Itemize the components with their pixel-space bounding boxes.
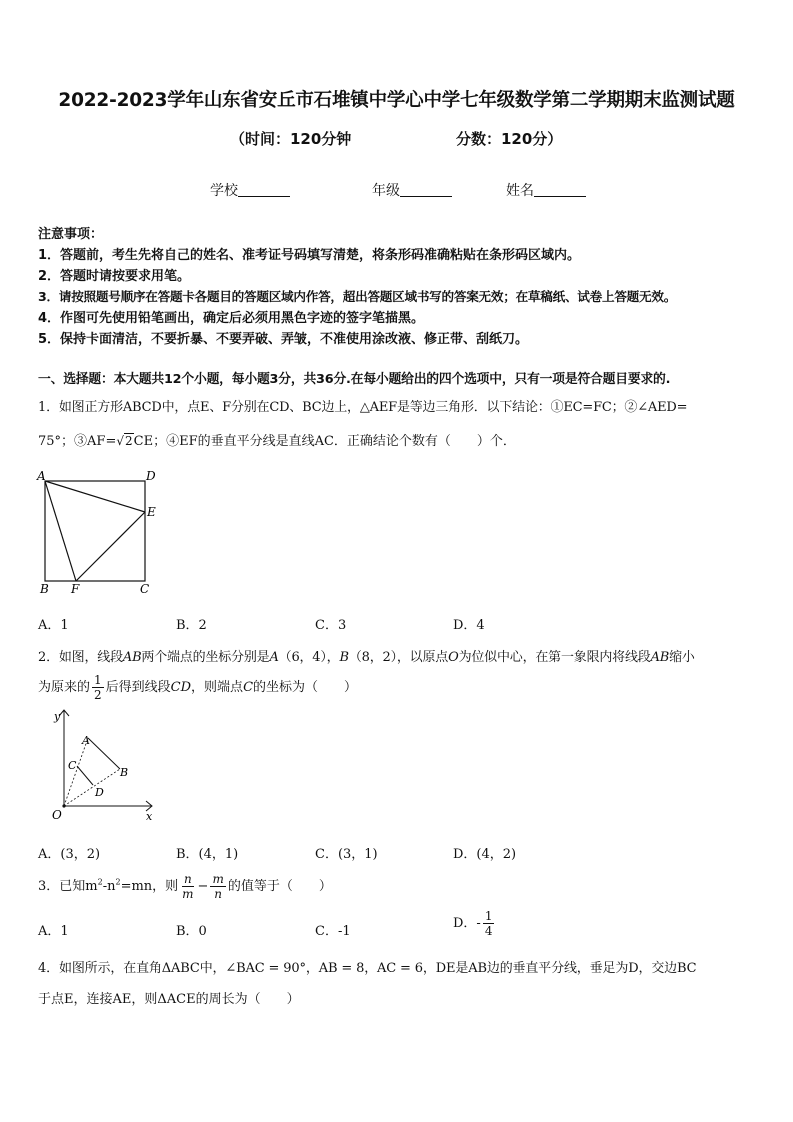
q3-text: =mn，则	[120, 879, 179, 894]
notice-item: 1．答题前，考生先将自己的姓名、准考证号码填写清楚，将条形码准确粘贴在条形码区域内。	[38, 248, 581, 263]
q2-text-line1	[38, 646, 695, 665]
name-blank[interactable]	[534, 182, 586, 197]
label-c: C	[68, 759, 77, 772]
exam-time: （时间：120分钟	[230, 130, 352, 148]
school-label: 学校	[210, 183, 238, 199]
q2-text: （8，2），以原点	[348, 650, 449, 665]
q2-option-a[interactable]: A．(3，2)	[38, 847, 101, 862]
q4-text-line2: 于点E，连接AE，则ΔACE的周长为（ ）	[38, 992, 300, 1007]
minus-sign: −	[197, 879, 209, 894]
segment-ef	[76, 512, 145, 581]
segment-ae	[45, 481, 145, 512]
q2-text: 的坐标为（ ）	[253, 680, 358, 695]
q3-exponent: 2	[115, 877, 121, 887]
q1-option-c[interactable]: C．3	[315, 618, 347, 633]
segment-af	[45, 481, 76, 581]
frac-numerator: 1	[484, 909, 493, 923]
q2-text: 为位似中心，在第一象限内将线段	[458, 650, 651, 665]
frac-denominator: n	[214, 887, 223, 901]
q1-option-a[interactable]: A．1	[38, 618, 69, 633]
label-a: A	[37, 470, 46, 483]
q2-segment-ab: AB	[650, 650, 670, 665]
q2-point-b: B	[339, 650, 349, 665]
q2-text: 两个端点的坐标分别是	[141, 650, 270, 665]
name-label: 姓名	[506, 183, 534, 199]
school-blank[interactable]	[238, 182, 290, 197]
q1-text-line2	[38, 430, 516, 449]
frac-numerator: 1	[94, 673, 102, 687]
q3-option-a[interactable]: A．1	[38, 924, 69, 939]
q2-option-c[interactable]: C．(3，1)	[315, 847, 378, 862]
fraction-one-half	[92, 673, 104, 702]
notice-item: 5．保持卡面清洁，不要折暴、不要弄破、弄皱，不准使用涂改液、修正带、刮纸刀。	[38, 332, 529, 347]
label-o: O	[52, 808, 62, 822]
q1-option-b[interactable]: B．2	[176, 618, 207, 633]
label-c: C	[140, 582, 150, 596]
q1-square-figure	[36, 470, 166, 598]
q1-option-d[interactable]: D．4	[453, 618, 485, 633]
fraction-one-quarter	[483, 909, 495, 938]
section-heading: 一、选择题：本大题共12个小题，每小题3分，共36分.在每小题给出的四个选项中，只有一项是符合题目要求的.	[38, 372, 671, 387]
page-title: 2022-2023学年山东省安丘市石堆镇中学心中学七年级数学第二学期期末监测试题	[58, 90, 735, 111]
q2-text-line2	[38, 673, 357, 702]
name-field[interactable]	[506, 180, 586, 200]
q2-coordinate-figure	[34, 706, 164, 824]
q3-text: 的值等于（ ）	[227, 879, 332, 894]
school-field[interactable]	[210, 180, 290, 200]
label-d: D	[146, 470, 156, 483]
q3-option-d-label: D．-	[453, 916, 481, 931]
label-b: B	[40, 582, 49, 596]
q3-text: 3．已知m	[38, 879, 98, 894]
grade-label: 年级	[372, 183, 400, 199]
segment-cd	[77, 766, 93, 785]
q1-text-a: 75°；③AF=	[38, 434, 117, 449]
origin-dot	[62, 804, 65, 807]
notice-item: 4．作图可先使用铅笔画出，确定后必须用黑色字迹的签字笔描黑。	[38, 311, 425, 326]
q2-text: 2．如图，线段	[38, 650, 123, 665]
q1-text-b: CE；④EF的垂直平分线是直线AC．正确结论个数有（ ）个．	[133, 434, 516, 449]
q3-option-b[interactable]: B．0	[176, 924, 207, 939]
sqrt-radicand: 2	[125, 434, 133, 448]
q2-point-c: C	[243, 680, 254, 695]
q3-text: -n	[102, 879, 116, 894]
q2-text: 为原来的	[38, 680, 91, 695]
notice-item: 3．请按照题号顺序在答题卡各题目的答题区域内作答，超出答题区域书写的答案无效；在草稿纸、试卷上答题无效。	[38, 289, 677, 304]
notice-item: 2．答题时请按要求用笔。	[38, 269, 191, 284]
frac-denominator: 4	[484, 924, 493, 938]
q2-point-o: O	[448, 650, 459, 665]
ray-oa	[64, 738, 88, 806]
label-d: D	[95, 786, 104, 799]
grade-blank[interactable]	[400, 182, 452, 197]
q2-text: 后得到线段	[105, 680, 171, 695]
q2-option-d[interactable]: D．(4，2)	[453, 847, 517, 862]
ray-ob	[64, 769, 120, 806]
label-x: x	[146, 810, 153, 823]
q3-text-line	[38, 872, 332, 901]
q2-option-b[interactable]: B．(4，1)	[176, 847, 239, 862]
segment-ab	[88, 738, 120, 769]
exam-score: 分数：120分）	[456, 130, 563, 148]
q2-text: ，则端点	[191, 680, 244, 695]
frac-denominator: m	[182, 887, 194, 901]
label-e: E	[147, 505, 156, 519]
frac-numerator: n	[183, 872, 192, 886]
q4-text-line1: 4．如图所示，在直角ΔABC中，∠BAC = 90°，AB = 8，AC = 6，DE是AB边的垂直平分线，垂足为D，交边BC	[38, 961, 697, 976]
sqrt-symbol: √2	[116, 434, 133, 448]
q3-exponent: 2	[97, 877, 103, 887]
label-f: F	[71, 582, 80, 596]
label-a: A	[82, 734, 90, 747]
grade-field[interactable]	[372, 180, 452, 200]
q3-option-d[interactable]	[453, 909, 496, 938]
label-y: y	[54, 710, 61, 723]
q3-option-c[interactable]: C．-1	[315, 924, 351, 939]
notice-heading: 注意事项：	[38, 227, 104, 242]
q2-segment-ab: AB	[122, 650, 142, 665]
q1-text-line1: 1．如图正方形ABCD中，点E、F分别在CD、BC边上，△AEF是等边三角形．以下结论：①EC=FC；②∠AED=	[38, 400, 688, 415]
q2-point-a: A	[269, 650, 279, 665]
fraction-n-over-m	[180, 872, 195, 901]
frac-numerator: m	[212, 872, 224, 886]
fraction-m-over-n	[210, 872, 225, 901]
label-b: B	[120, 766, 129, 779]
q2-segment-cd: CD	[170, 680, 192, 695]
frac-denominator: 2	[94, 688, 102, 702]
q2-text: （6，4），	[278, 650, 340, 665]
q2-text: 缩小	[669, 650, 695, 665]
